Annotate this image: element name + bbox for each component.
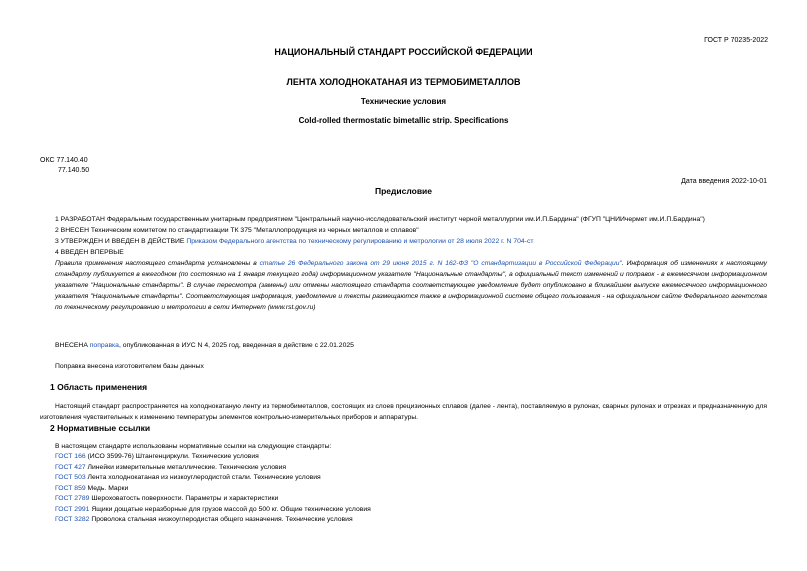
preface-item-2: 2 ВНЕСЕН Техническим комитетом по стандартизации ТК 375 "Металлопродукция из черных металлов и сплавов": [55, 227, 419, 234]
amendment-suffix: , опубликованная в ИУС N 4, 2025 год, введенная в действие с 22.01.2025: [118, 342, 354, 349]
ref-title: Линейки измерительные металлические. Технические условия: [85, 464, 287, 471]
gost-link[interactable]: ГОСТ 3282: [55, 516, 90, 523]
normative-ref: [55, 453, 259, 460]
section-2-intro: В настоящем стандарте использованы нормативные ссылки на следующие стандарты:: [55, 443, 332, 450]
document-title: ЛЕНТА ХОЛОДНОКАТАНАЯ ИЗ ТЕРМОБИМЕТАЛЛОВ: [286, 77, 521, 87]
introduction-date: Дата введения 2022-10-01: [681, 178, 767, 185]
ref-title: Проволока стальная низкоуглеродистая общего назначения. Технические условия: [89, 516, 353, 523]
amendment-prefix: ВНЕСЕНА: [55, 342, 90, 349]
gost-link[interactable]: ГОСТ 166: [55, 453, 86, 460]
normative-ref: [55, 485, 128, 492]
ref-title: (ИСО 3599-76) Штангенциркули. Технические условия: [85, 453, 259, 460]
section-2-heading: 2 Нормативные ссылки: [50, 423, 151, 433]
section-1-text: Настоящий стандарт распространяется на холоднокатаную ленту из термобиметаллов, состоящих из слоев прецизионных сплавов (далее - лента), поставляемую в рулонах, сварных рулонах и отрезках и предназначенную для изготовления чувствительных к изменению температуры элементов контрольно-измерительных приборов и аппаратуры.: [40, 403, 767, 421]
ref-title: Ящики дощатые неразборные для грузов массой до 500 кг. Общие технические условия: [89, 506, 371, 513]
english-title: Cold-rolled thermostatic bimetallic strip. Specifications: [298, 116, 509, 125]
amendment-line: [55, 342, 354, 349]
rules-text-prefix: Правила применения настоящего стандарта установлены в: [55, 260, 260, 267]
normative-ref: [55, 506, 371, 513]
preface-item-3: [55, 238, 533, 245]
gost-link[interactable]: ГОСТ 503: [55, 474, 86, 481]
ref-title: Лента холоднокатаная из низкоуглеродистой стали. Технические условия: [85, 474, 321, 481]
federal-law-link[interactable]: статье 26 Федерального закона от 29 июня 2015 г. N 162-ФЗ "О стандартизации в Российской Федерации": [259, 260, 622, 267]
rules-paragraph: [55, 258, 767, 313]
amendment-link[interactable]: поправка: [89, 342, 119, 349]
ref-title: Шероховатость поверхности. Параметры и характеристики: [89, 495, 279, 502]
standard-header: НАЦИОНАЛЬНЫЙ СТАНДАРТ РОССИЙСКОЙ ФЕДЕРАЦИИ: [274, 47, 533, 57]
order-link[interactable]: Приказом Федерального агентства по техническому регулированию и метрологии от 28 июля 2022 г. N 704-ст: [186, 238, 534, 245]
normative-ref: [55, 495, 278, 502]
oks-code-2: 77.140.50: [58, 167, 90, 174]
preface-item-1: 1 РАЗРАБОТАН Федеральным государственным унитарным предприятием "Центральный научно-исследовательский институт черной металлургии им.И.П.Бардина" (ФГУП "ЦНИИчермет им.И.П.Бардина"): [55, 216, 705, 223]
preface-item-4: 4 ВВЕДЕН ВПЕРВЫЕ: [55, 249, 124, 256]
amendment-note: Поправка внесена изготовителем базы данных: [55, 363, 204, 370]
gost-link[interactable]: ГОСТ 2789: [55, 495, 90, 502]
document-subtitle: Технические условия: [360, 97, 447, 106]
normative-ref: [55, 464, 286, 471]
ref-title: Медь. Марки: [85, 485, 129, 492]
document-number: ГОСТ Р 70235-2022: [704, 37, 768, 44]
rules-text-suffix: . Информация об изменениях к настоящему стандарту публикуется в ежегодном (по состоянию на 1 января текущего года) информационном указателе "Национальные стандарты", а официальный текст изменений и поправок - в ежемесячном информационном указателе "Национальные стандарты". В случае пересмотра (замены) или отмены настоящего стандарта соответствующее уведомление будет опубликовано в ближайшем выпуске ежемесячного информационного указателя "Национальные стандарты". Соответствующая информация, уведомление и тексты размещаются также в информационной системе общего пользования - на официальном сайте Федерального агентства по техническому регулированию и метрологии в сети Интернет (www.rst.gov.ru): [55, 260, 768, 311]
gost-link[interactable]: ГОСТ 427: [55, 464, 86, 471]
normative-ref: [55, 516, 353, 523]
preface-heading: Предисловие: [374, 186, 433, 196]
oks-code-1: ОКС 77.140.40: [40, 157, 88, 164]
gost-link[interactable]: ГОСТ 2991: [55, 506, 90, 513]
gost-link[interactable]: ГОСТ 859: [55, 485, 86, 492]
section-1-heading: 1 Область применения: [50, 382, 148, 392]
normative-ref: [55, 474, 321, 481]
preface-item-3-text: 3 УТВЕРЖДЕН И ВВЕДЕН В ДЕЙСТВИЕ: [55, 238, 187, 245]
